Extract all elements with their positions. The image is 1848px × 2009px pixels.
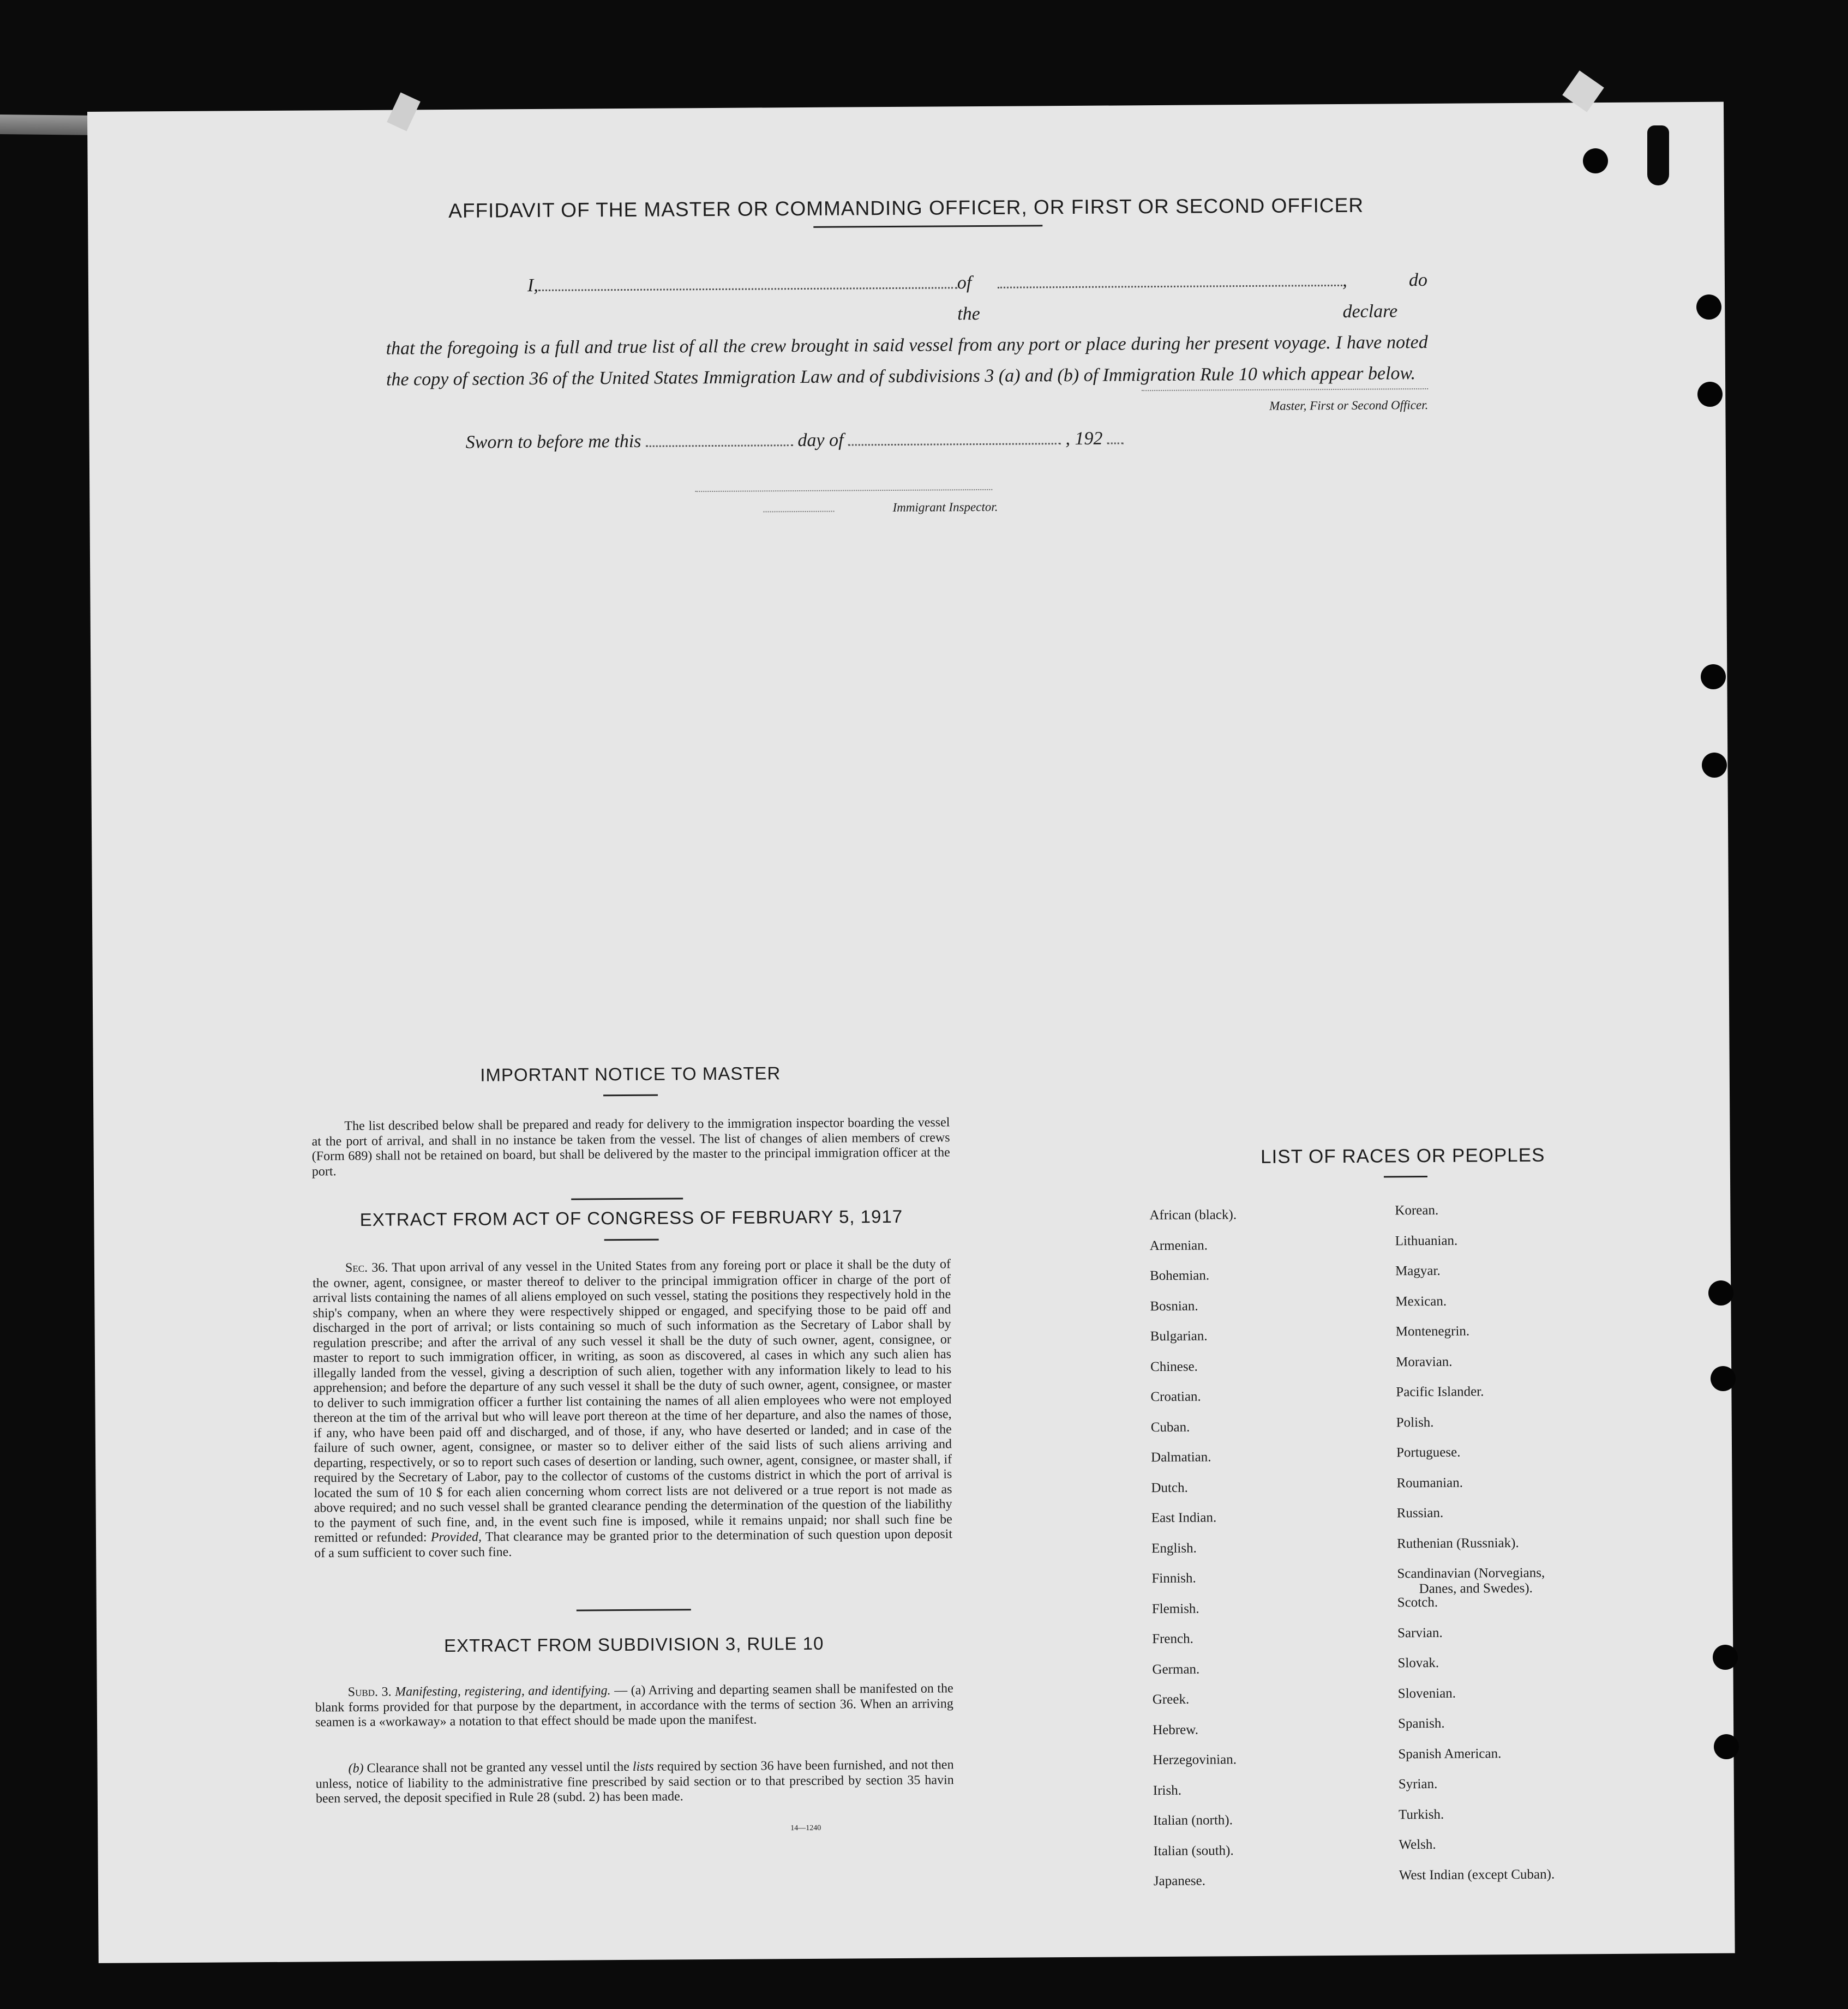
act-section-36 xyxy=(313,1257,952,1561)
master-signature-label: Master, First or Second Officer. xyxy=(1269,398,1429,413)
subd-b-label: (b) xyxy=(348,1761,364,1776)
race-item: Cuban. xyxy=(1150,1419,1190,1435)
subd-b-text-2: required by section 36 have been furnished, and not then unless, notice of liability to the administrative fine prescribed by said section or to that prescribed by section 35 havin been served, the deposit specified in Rule 28 (subd. 2) has been made. xyxy=(315,1758,954,1806)
notice-title: IMPORTANT NOTICE TO MASTER xyxy=(480,1063,781,1085)
section-label: Sec. 36. xyxy=(345,1260,388,1276)
race-item: Portuguese. xyxy=(1396,1445,1461,1460)
race-item: Danes, and Swedes). xyxy=(1419,1580,1533,1596)
binder-hole xyxy=(1696,294,1721,320)
sworn-year: , 192 xyxy=(1065,428,1103,449)
act-title: EXTRACT FROM ACT OF CONGRESS OF FEBRUARY 5, 1917 xyxy=(359,1206,903,1230)
race-item: Korean. xyxy=(1395,1202,1439,1218)
subd-label: Subd. 3. xyxy=(347,1685,392,1700)
race-item: Bulgarian. xyxy=(1150,1328,1208,1344)
race-item: Slovenian. xyxy=(1397,1686,1456,1701)
binder-hole xyxy=(1583,148,1608,173)
race-item: German. xyxy=(1152,1662,1200,1677)
race-item: Dalmatian. xyxy=(1151,1449,1211,1465)
affidavit-statement: that the foregoing is a full and true list of all the crew brought in said vessel from any port or place during her present voyage. I have noted the copy of section 36 of the United States Immigration Law and of subdivisions 3 (a) and (b) of Immigration Rule 10 which appear below. xyxy=(386,332,1428,390)
provided-word: Provided, xyxy=(430,1530,482,1545)
race-item: Finnish. xyxy=(1151,1571,1196,1586)
rule-subdivision-b xyxy=(315,1758,953,1807)
races-left-column xyxy=(1149,1200,1240,1896)
race-item: African (black). xyxy=(1149,1207,1237,1223)
race-item: Pacific Islander. xyxy=(1396,1384,1484,1400)
race-item: Slovak. xyxy=(1397,1655,1439,1671)
race-item: Bohemian. xyxy=(1149,1268,1210,1284)
binder-hole xyxy=(1702,753,1727,778)
race-item: Dutch. xyxy=(1151,1480,1188,1495)
sworn-line xyxy=(466,428,1124,453)
race-item: Mexican. xyxy=(1395,1294,1447,1309)
race-item: Ruthenian (Russniak). xyxy=(1396,1535,1519,1551)
vessel-prefix: of the xyxy=(957,273,980,324)
race-item: Roumanian. xyxy=(1396,1475,1463,1490)
binder-hole xyxy=(1711,1366,1736,1391)
race-item: Russian. xyxy=(1396,1505,1444,1521)
rule-rule-top xyxy=(577,1609,691,1611)
race-item: Greek. xyxy=(1152,1692,1190,1707)
race-item: Lithuanian. xyxy=(1395,1233,1458,1248)
race-item: English. xyxy=(1151,1541,1197,1556)
race-item: Croatian. xyxy=(1150,1389,1201,1405)
subd-a-text: — (a) Arriving and departing seamen shall be manifested on the blank forms provided for that purpose by the department, in accordance with the terms of section 36. When an arriving seamen is a «workaway» a notation to that effect should be made upon the manifest. xyxy=(315,1681,953,1730)
binder-hole xyxy=(1708,1280,1733,1306)
races-right-column xyxy=(1395,1195,1555,1891)
act-rule-bottom xyxy=(604,1239,659,1241)
rule-subdivision-a xyxy=(315,1681,953,1730)
subd-b-text-1: Clearance shall not be granted any vessel until the xyxy=(367,1759,629,1776)
inspector-signature-line[interactable] xyxy=(695,489,992,492)
section-text-end: That clearance may be granted prior to the determination of such question upon deposit of a sum sufficient to cover such fine. xyxy=(314,1527,953,1561)
race-item: Japanese. xyxy=(1153,1873,1206,1889)
sworn-day-of: day of xyxy=(797,430,844,451)
races-title: LIST OF RACES OR PEOPLES xyxy=(1260,1144,1545,1168)
race-item: Italian (north). xyxy=(1153,1813,1233,1828)
notice-text: The list described below shall be prepared and ready for delivery to the immigration inspector boarding the vessel at the port of arrival, and shall in no instance be taken from the vessel. The list of changes of alien members of crews (Form 689) shall not be retained on board, but shall be delivered by the master to the principal immigration officer at the port. xyxy=(311,1115,950,1179)
race-item: Bosnian. xyxy=(1150,1298,1198,1314)
race-item: Hebrew. xyxy=(1153,1722,1199,1737)
race-item: Spanish American. xyxy=(1398,1746,1502,1761)
race-item: Flemish. xyxy=(1151,1601,1199,1616)
subd-b-lists: lists xyxy=(632,1759,654,1774)
declarant-line xyxy=(386,264,1428,333)
binder-hole xyxy=(1713,1645,1738,1670)
race-item: Magyar. xyxy=(1395,1263,1441,1279)
race-item: Armenian. xyxy=(1149,1237,1208,1253)
race-item: Welsh. xyxy=(1399,1837,1436,1852)
binder-hole xyxy=(1697,382,1723,407)
form-number: 14—1240 xyxy=(790,1824,821,1833)
race-item: Scandinavian (Norvegians, xyxy=(1397,1565,1545,1581)
vessel-name-field[interactable] xyxy=(998,285,1342,288)
binder-hole xyxy=(1701,664,1726,689)
declarant-prefix: I, xyxy=(527,275,538,296)
race-item: Scotch. xyxy=(1397,1595,1438,1610)
sworn-year-field[interactable] xyxy=(1107,442,1124,444)
race-item: Syrian. xyxy=(1398,1776,1438,1792)
declare-text: , do declare xyxy=(1342,269,1428,322)
section-text: That upon arrival of any vessel in the United States from any foreing port or place it shall be the duty of the owner, agent, consignee, or master thereof to deliver to the principal immigration officer in charge of the port of arrival lists containing the names of all aliens employed on such vessel, stating the positions they respectively hold in the ship's company, when an where they were respectively shipped or engaged, and specifying those to be paid off and discharged in the port of arrival; or lists containing so much of such information as the Secretary of Labor shall by regulation prescribe; and after the arrival of any such vessel it shall be the duty of such owner, agent, consignee, or master to report to such immigration officer, in writing, as soon as discovered, al cases in which any such alien has illegally landed from the vessel, giving a description of such alien, together with any information likely to lead to his apprehension; and before the departure of any such vessel it shall be the duty of such owner, agent, consignee, or master to deliver to such immigration officer a further list containing the names of all alien employees who were not employed thereon at the tim of the arrival but who will leave port thereon at the time of her departure, and also the names of those, if any, who have been paid off and discharged, and of those, if any, who have deserted or landed; and in case of the failure of such owner, agent, consignee, or master so to deliver either of the said lists of such aliens arriving and departing, respectively, or so to report such cases of desertion or landing, such owner, agent, consignee, or master shall, if required by the Secretary of Labor, pay to the collector of customs of the customs district in which the port of arrival is located the sum of 10 $ for each alien concerning whom correct lists are not delivered or a true report is not made as above required; and no such vessel shall be granted clearance pending the determination of the question of the liabilithy to the payment of such fine, and, in the event such fine is imposed, while it remains unpaid; nor shall such fine be remitted or refunded: xyxy=(313,1257,952,1545)
race-item: Italian (south). xyxy=(1153,1843,1234,1858)
race-item: French. xyxy=(1152,1631,1193,1647)
sworn-prefix: Sworn to before me this xyxy=(465,431,641,453)
declarant-name-field[interactable] xyxy=(538,287,957,291)
race-item: East Indian. xyxy=(1151,1510,1217,1526)
race-item: Turkish. xyxy=(1399,1807,1444,1822)
race-item: Moravian. xyxy=(1395,1354,1453,1369)
inspector-label: Immigrant Inspector. xyxy=(892,500,998,514)
document-page xyxy=(87,102,1735,1963)
races-rule xyxy=(1384,1176,1427,1177)
affidavit-body xyxy=(386,264,1428,395)
title-rule xyxy=(813,225,1042,228)
notice-rule xyxy=(603,1094,658,1097)
subd-heading: Manifesting, registering, and identifying. xyxy=(395,1683,611,1699)
race-item: Polish. xyxy=(1396,1415,1434,1430)
act-rule-top xyxy=(571,1198,683,1200)
torn-corner xyxy=(1647,125,1669,185)
race-item: Herzegovinian. xyxy=(1153,1752,1237,1768)
binder-hole xyxy=(1714,1734,1739,1759)
race-item: Montenegrin. xyxy=(1395,1324,1470,1339)
race-item: Chinese. xyxy=(1150,1359,1198,1374)
race-item: Sarvian. xyxy=(1397,1625,1443,1640)
race-item: Spanish. xyxy=(1398,1716,1445,1731)
rule-title: EXTRACT FROM SUBDIVISION 3, RULE 10 xyxy=(443,1633,824,1656)
race-item: Irish. xyxy=(1153,1783,1181,1798)
race-item: West Indian (except Cuban). xyxy=(1399,1867,1555,1882)
affidavit-title: AFFIDAVIT OF THE MASTER OR COMMANDING OFFICER, OR FIRST OR SECOND OFFICER xyxy=(448,194,1364,222)
sworn-day-field[interactable] xyxy=(646,444,793,447)
sworn-month-field[interactable] xyxy=(848,443,1061,446)
